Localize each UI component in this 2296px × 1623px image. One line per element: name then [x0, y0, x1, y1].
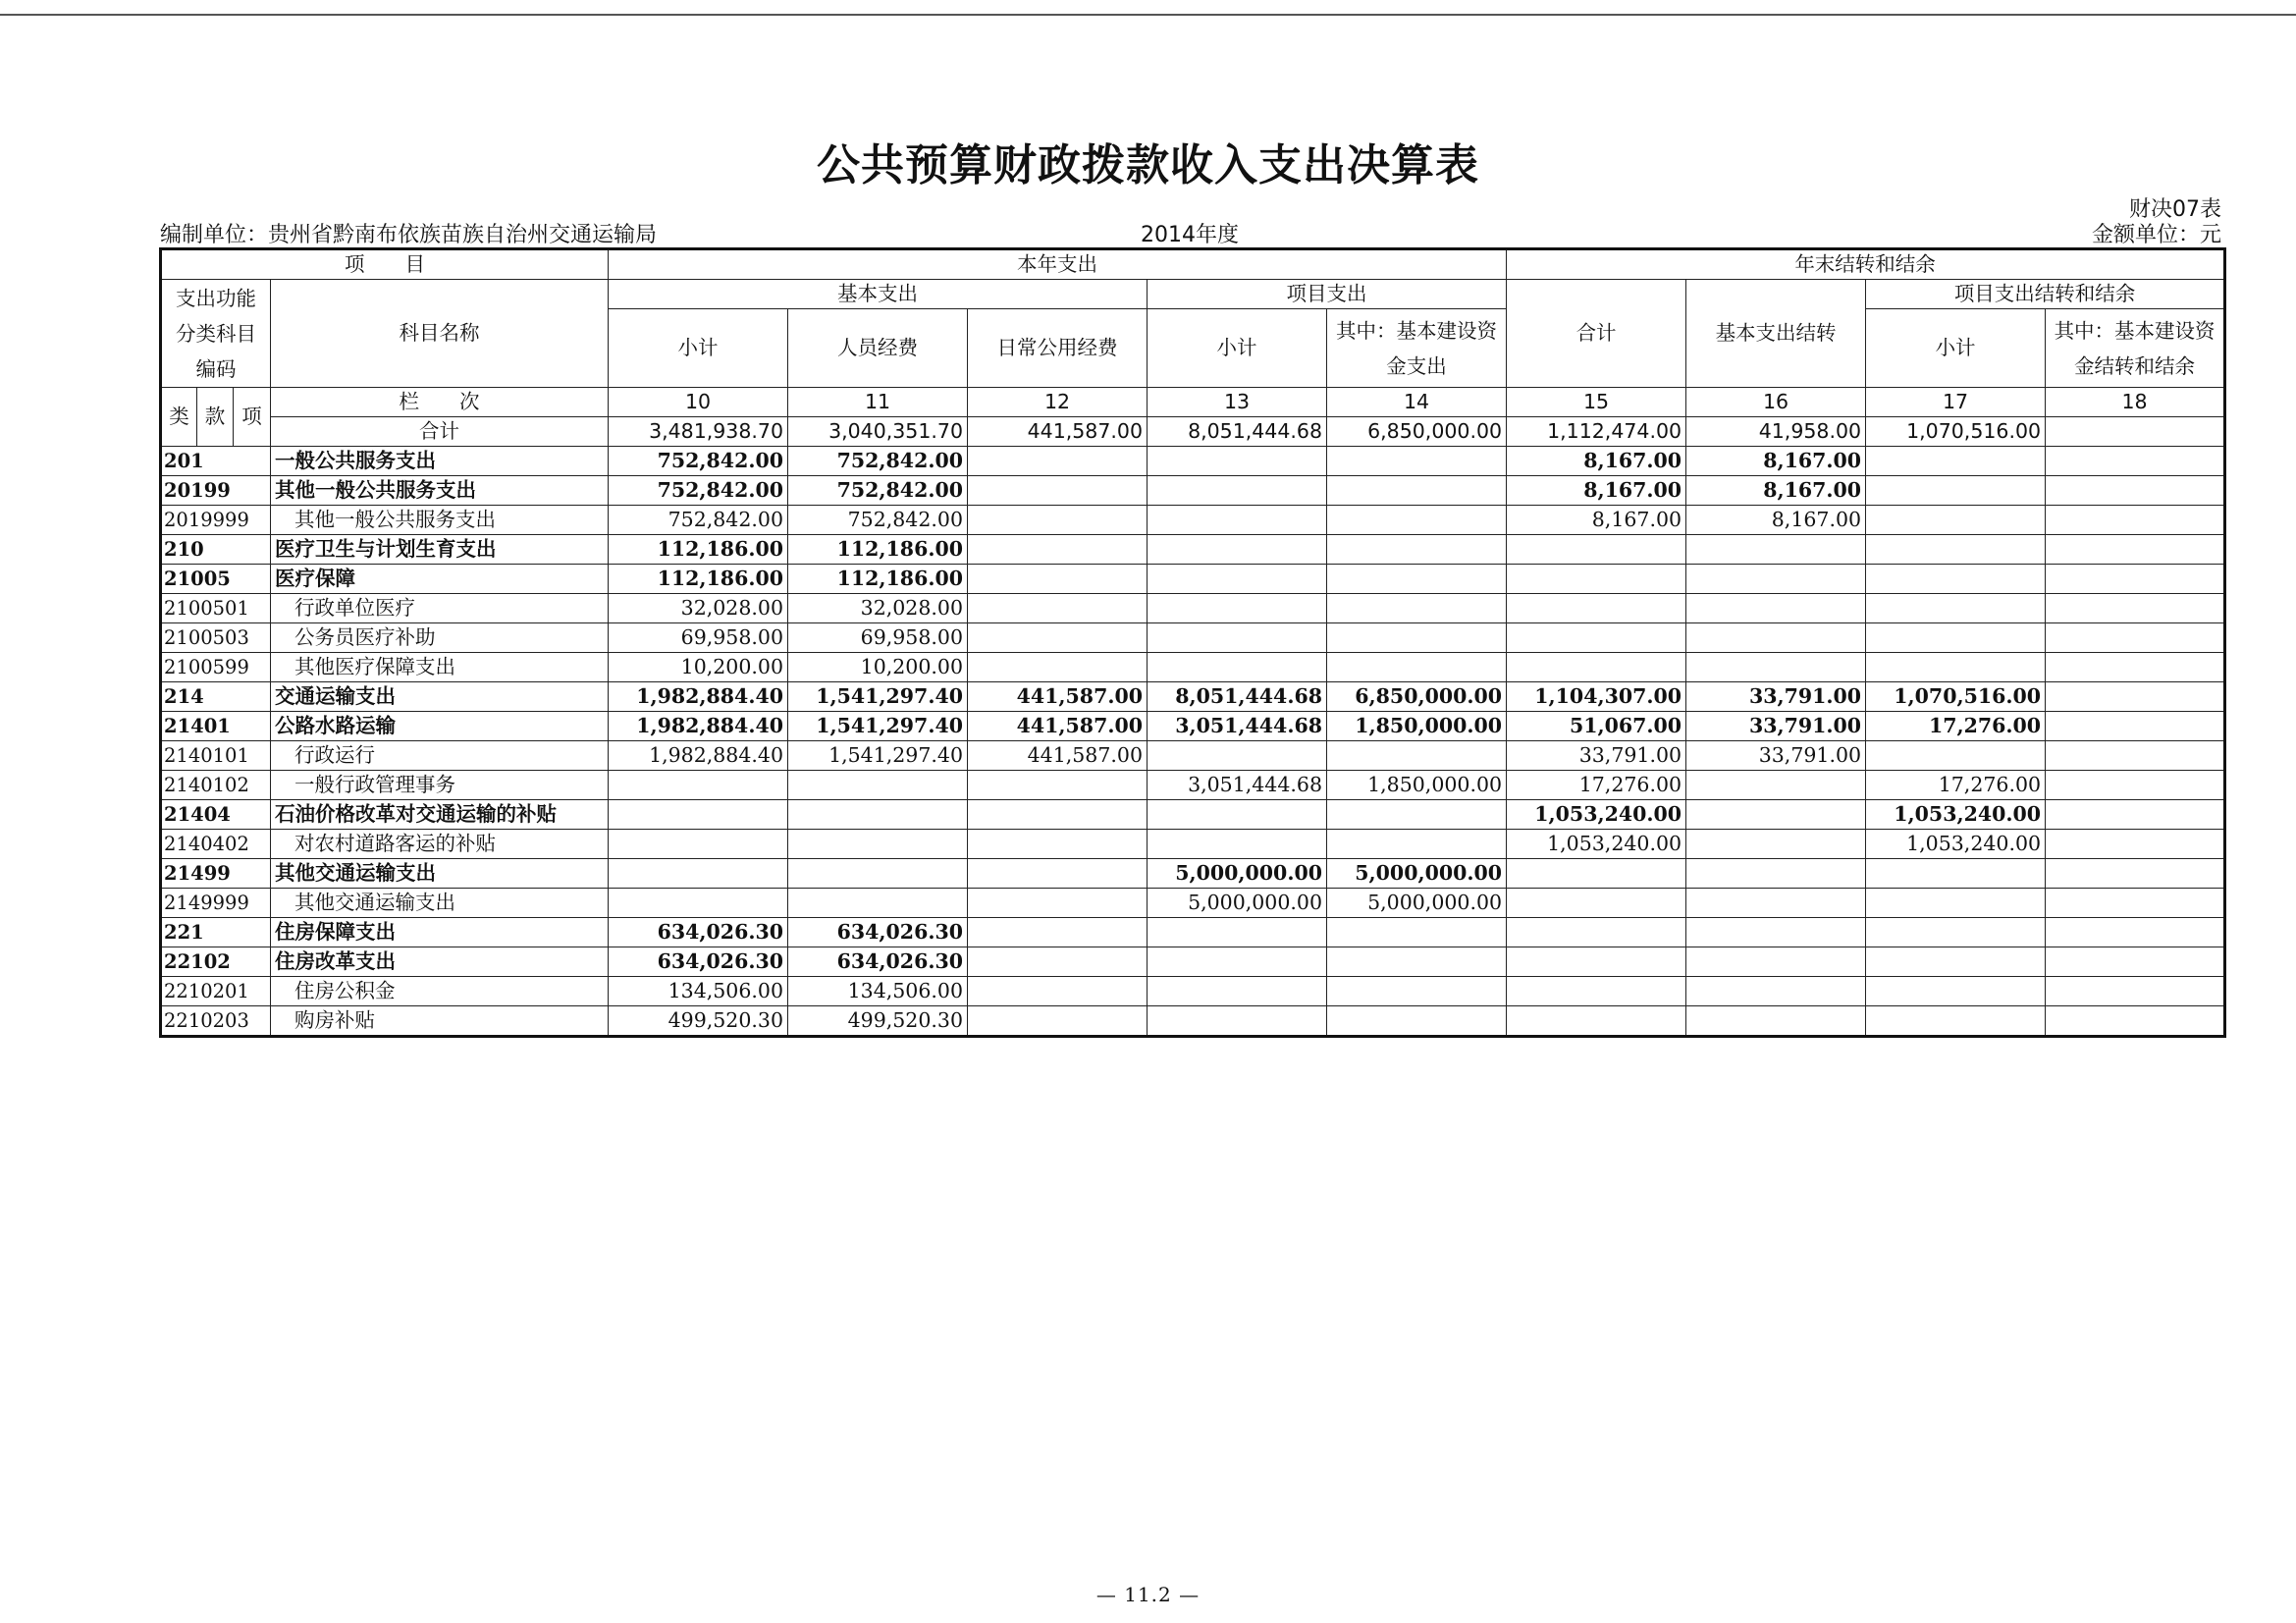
row-value	[1507, 1006, 1686, 1037]
row-value: 8,051,444.68	[1148, 682, 1327, 712]
col-num: 14	[1327, 388, 1507, 417]
header-personnel: 人员经费	[788, 309, 968, 388]
row-value	[1148, 594, 1327, 623]
row-value: 112,186.00	[609, 565, 788, 594]
row-value: 1,541,297.40	[788, 712, 968, 741]
row-value: 33,791.00	[1507, 741, 1686, 771]
row-value	[2046, 682, 2225, 712]
row-value	[1148, 565, 1327, 594]
table-row	[161, 1006, 2225, 1037]
row-name: 住房保障支出	[271, 918, 609, 947]
row-value: 499,520.30	[609, 1006, 788, 1037]
row-value	[1148, 947, 1327, 977]
row-value	[2046, 977, 2225, 1006]
table-row	[161, 889, 2225, 918]
row-value: 6,850,000.00	[1327, 682, 1507, 712]
row-value: 634,026.30	[788, 918, 968, 947]
row-value	[1148, 741, 1327, 771]
row-value	[1866, 1006, 2046, 1037]
row-value	[1866, 623, 2046, 653]
row-value	[1686, 947, 1866, 977]
row-value	[609, 889, 788, 918]
row-value: 499,520.30	[788, 1006, 968, 1037]
row-name: 一般行政管理事务	[271, 771, 609, 800]
row-value	[1327, 447, 1507, 476]
row-value	[1686, 977, 1866, 1006]
row-value	[1507, 918, 1686, 947]
row-value	[2046, 741, 2225, 771]
row-value: 634,026.30	[609, 918, 788, 947]
row-value	[1686, 594, 1866, 623]
row-value	[2046, 771, 2225, 800]
row-value: 10,200.00	[609, 653, 788, 682]
row-value	[1327, 800, 1507, 830]
column-number-row	[161, 388, 2225, 417]
row-value	[1148, 977, 1327, 1006]
row-value	[1507, 859, 1686, 889]
header-proj-subtotal: 小计	[1148, 309, 1327, 388]
row-name: 行政运行	[271, 741, 609, 771]
row-value	[1327, 653, 1507, 682]
row-value: 1,982,884.40	[609, 712, 788, 741]
row-value	[1507, 565, 1686, 594]
row-value	[968, 476, 1148, 506]
row-value: 752,842.00	[609, 506, 788, 535]
row-value: 5,000,000.00	[1148, 859, 1327, 889]
row-code: 2019999	[161, 506, 271, 535]
row-value	[1866, 594, 2046, 623]
row-value: 32,028.00	[609, 594, 788, 623]
row-value	[1327, 977, 1507, 1006]
header-row-2	[161, 280, 2225, 309]
row-value	[1148, 623, 1327, 653]
row-value	[1866, 476, 2046, 506]
table-row	[161, 476, 2225, 506]
header-kuan: 款	[197, 388, 234, 447]
row-value	[2046, 947, 2225, 977]
row-value	[2046, 594, 2225, 623]
row-value	[1866, 506, 2046, 535]
row-value: 17,276.00	[1866, 771, 2046, 800]
row-code: 2210201	[161, 977, 271, 1006]
row-value	[2046, 447, 2225, 476]
table-row	[161, 712, 2225, 741]
row-code: 2149999	[161, 889, 271, 918]
total-value: 3,040,351.70	[788, 417, 968, 447]
row-value: 1,982,884.40	[609, 741, 788, 771]
row-value	[1686, 918, 1866, 947]
row-name: 医疗卫生与计划生育支出	[271, 535, 609, 565]
row-value	[1866, 565, 2046, 594]
col-num: 16	[1686, 388, 1866, 417]
row-value	[609, 830, 788, 859]
row-value	[1686, 565, 1866, 594]
row-value	[1866, 741, 2046, 771]
row-value: 634,026.30	[609, 947, 788, 977]
row-value: 17,276.00	[1507, 771, 1686, 800]
row-value	[1866, 889, 2046, 918]
col-num: 15	[1507, 388, 1686, 417]
total-value: 1,112,474.00	[1507, 417, 1686, 447]
row-value	[1327, 830, 1507, 859]
row-code: 2140102	[161, 771, 271, 800]
row-value: 634,026.30	[788, 947, 968, 977]
table-row	[161, 535, 2225, 565]
header-current-expense: 本年支出	[609, 249, 1507, 280]
row-value	[2046, 800, 2225, 830]
row-value: 5,000,000.00	[1327, 889, 1507, 918]
row-code: 2210203	[161, 1006, 271, 1037]
col-num: 13	[1148, 388, 1327, 417]
row-value: 33,791.00	[1686, 741, 1866, 771]
row-value	[1866, 447, 2046, 476]
row-name: 交通运输支出	[271, 682, 609, 712]
row-value: 33,791.00	[1686, 682, 1866, 712]
row-value: 1,104,307.00	[1507, 682, 1686, 712]
header-basic-balance: 基本支出结转	[1686, 280, 1866, 388]
row-value	[788, 830, 968, 859]
row-value	[609, 771, 788, 800]
row-name: 其他交通运输支出	[271, 859, 609, 889]
row-value: 1,053,240.00	[1866, 830, 2046, 859]
row-value	[968, 447, 1148, 476]
table-row	[161, 918, 2225, 947]
row-value	[1507, 947, 1686, 977]
row-value	[1507, 623, 1686, 653]
row-value	[1507, 535, 1686, 565]
total-value: 3,481,938.70	[609, 417, 788, 447]
row-value	[2046, 535, 2225, 565]
form-number: 财决07表	[2129, 197, 2221, 222]
row-value	[2046, 1006, 2225, 1037]
row-value: 134,506.00	[609, 977, 788, 1006]
row-value	[1327, 594, 1507, 623]
total-value: 1,070,516.00	[1866, 417, 2046, 447]
row-name: 购房补贴	[271, 1006, 609, 1037]
row-value	[1148, 447, 1327, 476]
row-value: 1,053,240.00	[1507, 830, 1686, 859]
row-value: 752,842.00	[609, 476, 788, 506]
row-name: 其他医疗保障支出	[271, 653, 609, 682]
row-value	[1686, 771, 1866, 800]
row-value: 134,506.00	[788, 977, 968, 1006]
table-row	[161, 594, 2225, 623]
row-value: 10,200.00	[788, 653, 968, 682]
row-value: 1,982,884.40	[609, 682, 788, 712]
header-project-expense: 项目支出	[1148, 280, 1507, 309]
col-num: 12	[968, 388, 1148, 417]
row-value	[968, 1006, 1148, 1037]
header-row-1	[161, 249, 2225, 280]
header-subtotal: 小计	[609, 309, 788, 388]
row-code: 2100503	[161, 623, 271, 653]
row-value	[1148, 800, 1327, 830]
row-name: 对农村道路客运的补贴	[271, 830, 609, 859]
row-value: 752,842.00	[609, 447, 788, 476]
row-value: 5,000,000.00	[1148, 889, 1327, 918]
row-value	[968, 859, 1148, 889]
row-code: 214	[161, 682, 271, 712]
row-value	[788, 771, 968, 800]
header-subject-name: 科目名称	[271, 280, 609, 388]
row-value: 8,167.00	[1686, 447, 1866, 476]
row-value	[1327, 535, 1507, 565]
table-row	[161, 506, 2225, 535]
row-value: 8,167.00	[1686, 506, 1866, 535]
row-code: 210	[161, 535, 271, 565]
row-value: 1,053,240.00	[1507, 800, 1686, 830]
header-proj-construction: 其中：基本建设资金支出	[1327, 309, 1507, 388]
total-value: 41,958.00	[1686, 417, 1866, 447]
row-value	[1507, 653, 1686, 682]
row-value: 1,541,297.40	[788, 682, 968, 712]
row-code: 21499	[161, 859, 271, 889]
row-value: 3,051,444.68	[1148, 712, 1327, 741]
row-value: 8,167.00	[1507, 447, 1686, 476]
row-value	[1686, 830, 1866, 859]
row-value	[968, 977, 1148, 1006]
row-code: 2140402	[161, 830, 271, 859]
row-value	[968, 947, 1148, 977]
budget-table	[159, 247, 2226, 1038]
col-num: 11	[788, 388, 968, 417]
table-row	[161, 771, 2225, 800]
row-value	[968, 594, 1148, 623]
row-value	[968, 800, 1148, 830]
row-value: 441,587.00	[968, 741, 1148, 771]
row-code: 22102	[161, 947, 271, 977]
row-name: 行政单位医疗	[271, 594, 609, 623]
row-name: 住房改革支出	[271, 947, 609, 977]
row-code: 20199	[161, 476, 271, 506]
row-value: 17,276.00	[1866, 712, 2046, 741]
row-value: 5,000,000.00	[1327, 859, 1507, 889]
header-lanci: 栏 次	[271, 388, 609, 417]
total-row	[161, 417, 2225, 447]
header-basic-expense: 基本支出	[609, 280, 1148, 309]
row-value	[1327, 918, 1507, 947]
table-row	[161, 947, 2225, 977]
row-value	[1148, 918, 1327, 947]
row-value	[1148, 830, 1327, 859]
row-code: 21005	[161, 565, 271, 594]
row-name: 公务员医疗补助	[271, 623, 609, 653]
row-value	[968, 918, 1148, 947]
row-value	[1327, 623, 1507, 653]
total-value	[2046, 417, 2225, 447]
row-value	[1866, 535, 2046, 565]
row-value	[968, 565, 1148, 594]
row-value	[2046, 565, 2225, 594]
row-value	[2046, 918, 2225, 947]
row-value: 1,850,000.00	[1327, 771, 1507, 800]
row-code: 21401	[161, 712, 271, 741]
table-row	[161, 741, 2225, 771]
row-value	[2046, 889, 2225, 918]
row-name: 住房公积金	[271, 977, 609, 1006]
table-row	[161, 653, 2225, 682]
row-code: 21404	[161, 800, 271, 830]
row-value	[1148, 476, 1327, 506]
row-value	[1686, 535, 1866, 565]
row-name: 石油价格改革对交通运输的补贴	[271, 800, 609, 830]
row-value	[1866, 977, 2046, 1006]
row-value	[2046, 476, 2225, 506]
row-value: 752,842.00	[788, 506, 968, 535]
row-value	[2046, 623, 2225, 653]
row-value: 1,850,000.00	[1327, 712, 1507, 741]
row-value: 1,053,240.00	[1866, 800, 2046, 830]
col-num: 17	[1866, 388, 2046, 417]
row-value	[1327, 741, 1507, 771]
table-row	[161, 859, 2225, 889]
header-pb-construction: 其中：基本建设资金结转和结余	[2046, 309, 2225, 388]
table-row	[161, 830, 2225, 859]
total-label: 合计	[271, 417, 609, 447]
row-value	[968, 830, 1148, 859]
header-item: 项 目	[161, 249, 609, 280]
row-value	[2046, 506, 2225, 535]
table-row	[161, 447, 2225, 476]
row-value	[2046, 653, 2225, 682]
row-value	[1686, 623, 1866, 653]
row-value	[1148, 1006, 1327, 1037]
row-name: 其他一般公共服务支出	[271, 506, 609, 535]
table-row	[161, 977, 2225, 1006]
row-value	[1148, 653, 1327, 682]
table-row	[161, 565, 2225, 594]
col-num: 10	[609, 388, 788, 417]
row-code: 2100599	[161, 653, 271, 682]
total-value: 6,850,000.00	[1327, 417, 1507, 447]
total-value: 8,051,444.68	[1148, 417, 1327, 447]
col-num: 18	[2046, 388, 2225, 417]
row-value: 1,070,516.00	[1866, 682, 2046, 712]
row-value	[1686, 800, 1866, 830]
row-value	[2046, 830, 2225, 859]
row-value: 69,958.00	[609, 623, 788, 653]
row-value	[1148, 506, 1327, 535]
row-value: 1,541,297.40	[788, 741, 968, 771]
table-row	[161, 623, 2225, 653]
header-public-use: 日常公用经费	[968, 309, 1148, 388]
header-total: 合计	[1507, 280, 1686, 388]
row-value	[2046, 859, 2225, 889]
row-value	[968, 653, 1148, 682]
row-value	[1507, 594, 1686, 623]
row-value	[1507, 889, 1686, 918]
row-value: 112,186.00	[788, 535, 968, 565]
row-code: 2140101	[161, 741, 271, 771]
row-value: 32,028.00	[788, 594, 968, 623]
header-project-balance: 项目支出结转和结余	[1866, 280, 2225, 309]
row-value: 33,791.00	[1686, 712, 1866, 741]
row-name: 其他一般公共服务支出	[271, 476, 609, 506]
row-value	[1686, 1006, 1866, 1037]
row-value: 752,842.00	[788, 447, 968, 476]
row-value	[1686, 859, 1866, 889]
table-row	[161, 800, 2225, 830]
page-title: 公共预算财政拨款收入支出决算表	[817, 140, 1479, 190]
row-value	[1866, 653, 2046, 682]
fiscal-year: 2014年度	[1141, 223, 1239, 247]
row-code: 2100501	[161, 594, 271, 623]
row-value	[968, 889, 1148, 918]
row-value	[1866, 859, 2046, 889]
row-code: 201	[161, 447, 271, 476]
row-value	[968, 623, 1148, 653]
row-value	[1327, 506, 1507, 535]
row-value	[1148, 535, 1327, 565]
row-value	[1866, 947, 2046, 977]
org-label: 编制单位：贵州省黔南布依族苗族自治州交通运输局	[160, 223, 658, 247]
total-value: 441,587.00	[968, 417, 1148, 447]
row-value: 8,167.00	[1507, 506, 1686, 535]
row-name: 医疗保障	[271, 565, 609, 594]
header-code-col: 支出功能分类科目编码	[161, 280, 271, 388]
row-value: 752,842.00	[788, 476, 968, 506]
row-value	[1327, 947, 1507, 977]
row-value	[1686, 889, 1866, 918]
row-name: 一般公共服务支出	[271, 447, 609, 476]
page-number: — 11.2 —	[1095, 1583, 1201, 1606]
unit-label: 金额单位：元	[2091, 223, 2221, 247]
row-code: 221	[161, 918, 271, 947]
row-value	[968, 771, 1148, 800]
row-value	[1686, 653, 1866, 682]
row-value: 51,067.00	[1507, 712, 1686, 741]
row-value	[1327, 1006, 1507, 1037]
row-value	[788, 889, 968, 918]
row-value	[968, 506, 1148, 535]
row-value: 112,186.00	[788, 565, 968, 594]
row-value	[788, 800, 968, 830]
row-value: 3,051,444.68	[1148, 771, 1327, 800]
row-value	[1507, 977, 1686, 1006]
header-xiang: 项	[234, 388, 271, 447]
row-value: 441,587.00	[968, 712, 1148, 741]
header-pb-subtotal: 小计	[1866, 309, 2046, 388]
table-row	[161, 682, 2225, 712]
row-value	[609, 800, 788, 830]
row-value	[609, 859, 788, 889]
row-value	[2046, 712, 2225, 741]
row-name: 公路水路运输	[271, 712, 609, 741]
row-value	[1866, 918, 2046, 947]
row-value: 69,958.00	[788, 623, 968, 653]
row-value: 112,186.00	[609, 535, 788, 565]
row-value: 441,587.00	[968, 682, 1148, 712]
top-border-line	[0, 14, 2296, 16]
row-name: 其他交通运输支出	[271, 889, 609, 918]
row-value: 8,167.00	[1686, 476, 1866, 506]
row-value: 8,167.00	[1507, 476, 1686, 506]
row-value	[1327, 565, 1507, 594]
row-value	[1327, 476, 1507, 506]
header-lei: 类	[161, 388, 197, 447]
row-value	[788, 859, 968, 889]
row-value	[968, 535, 1148, 565]
header-year-end-balance: 年末结转和结余	[1507, 249, 2225, 280]
